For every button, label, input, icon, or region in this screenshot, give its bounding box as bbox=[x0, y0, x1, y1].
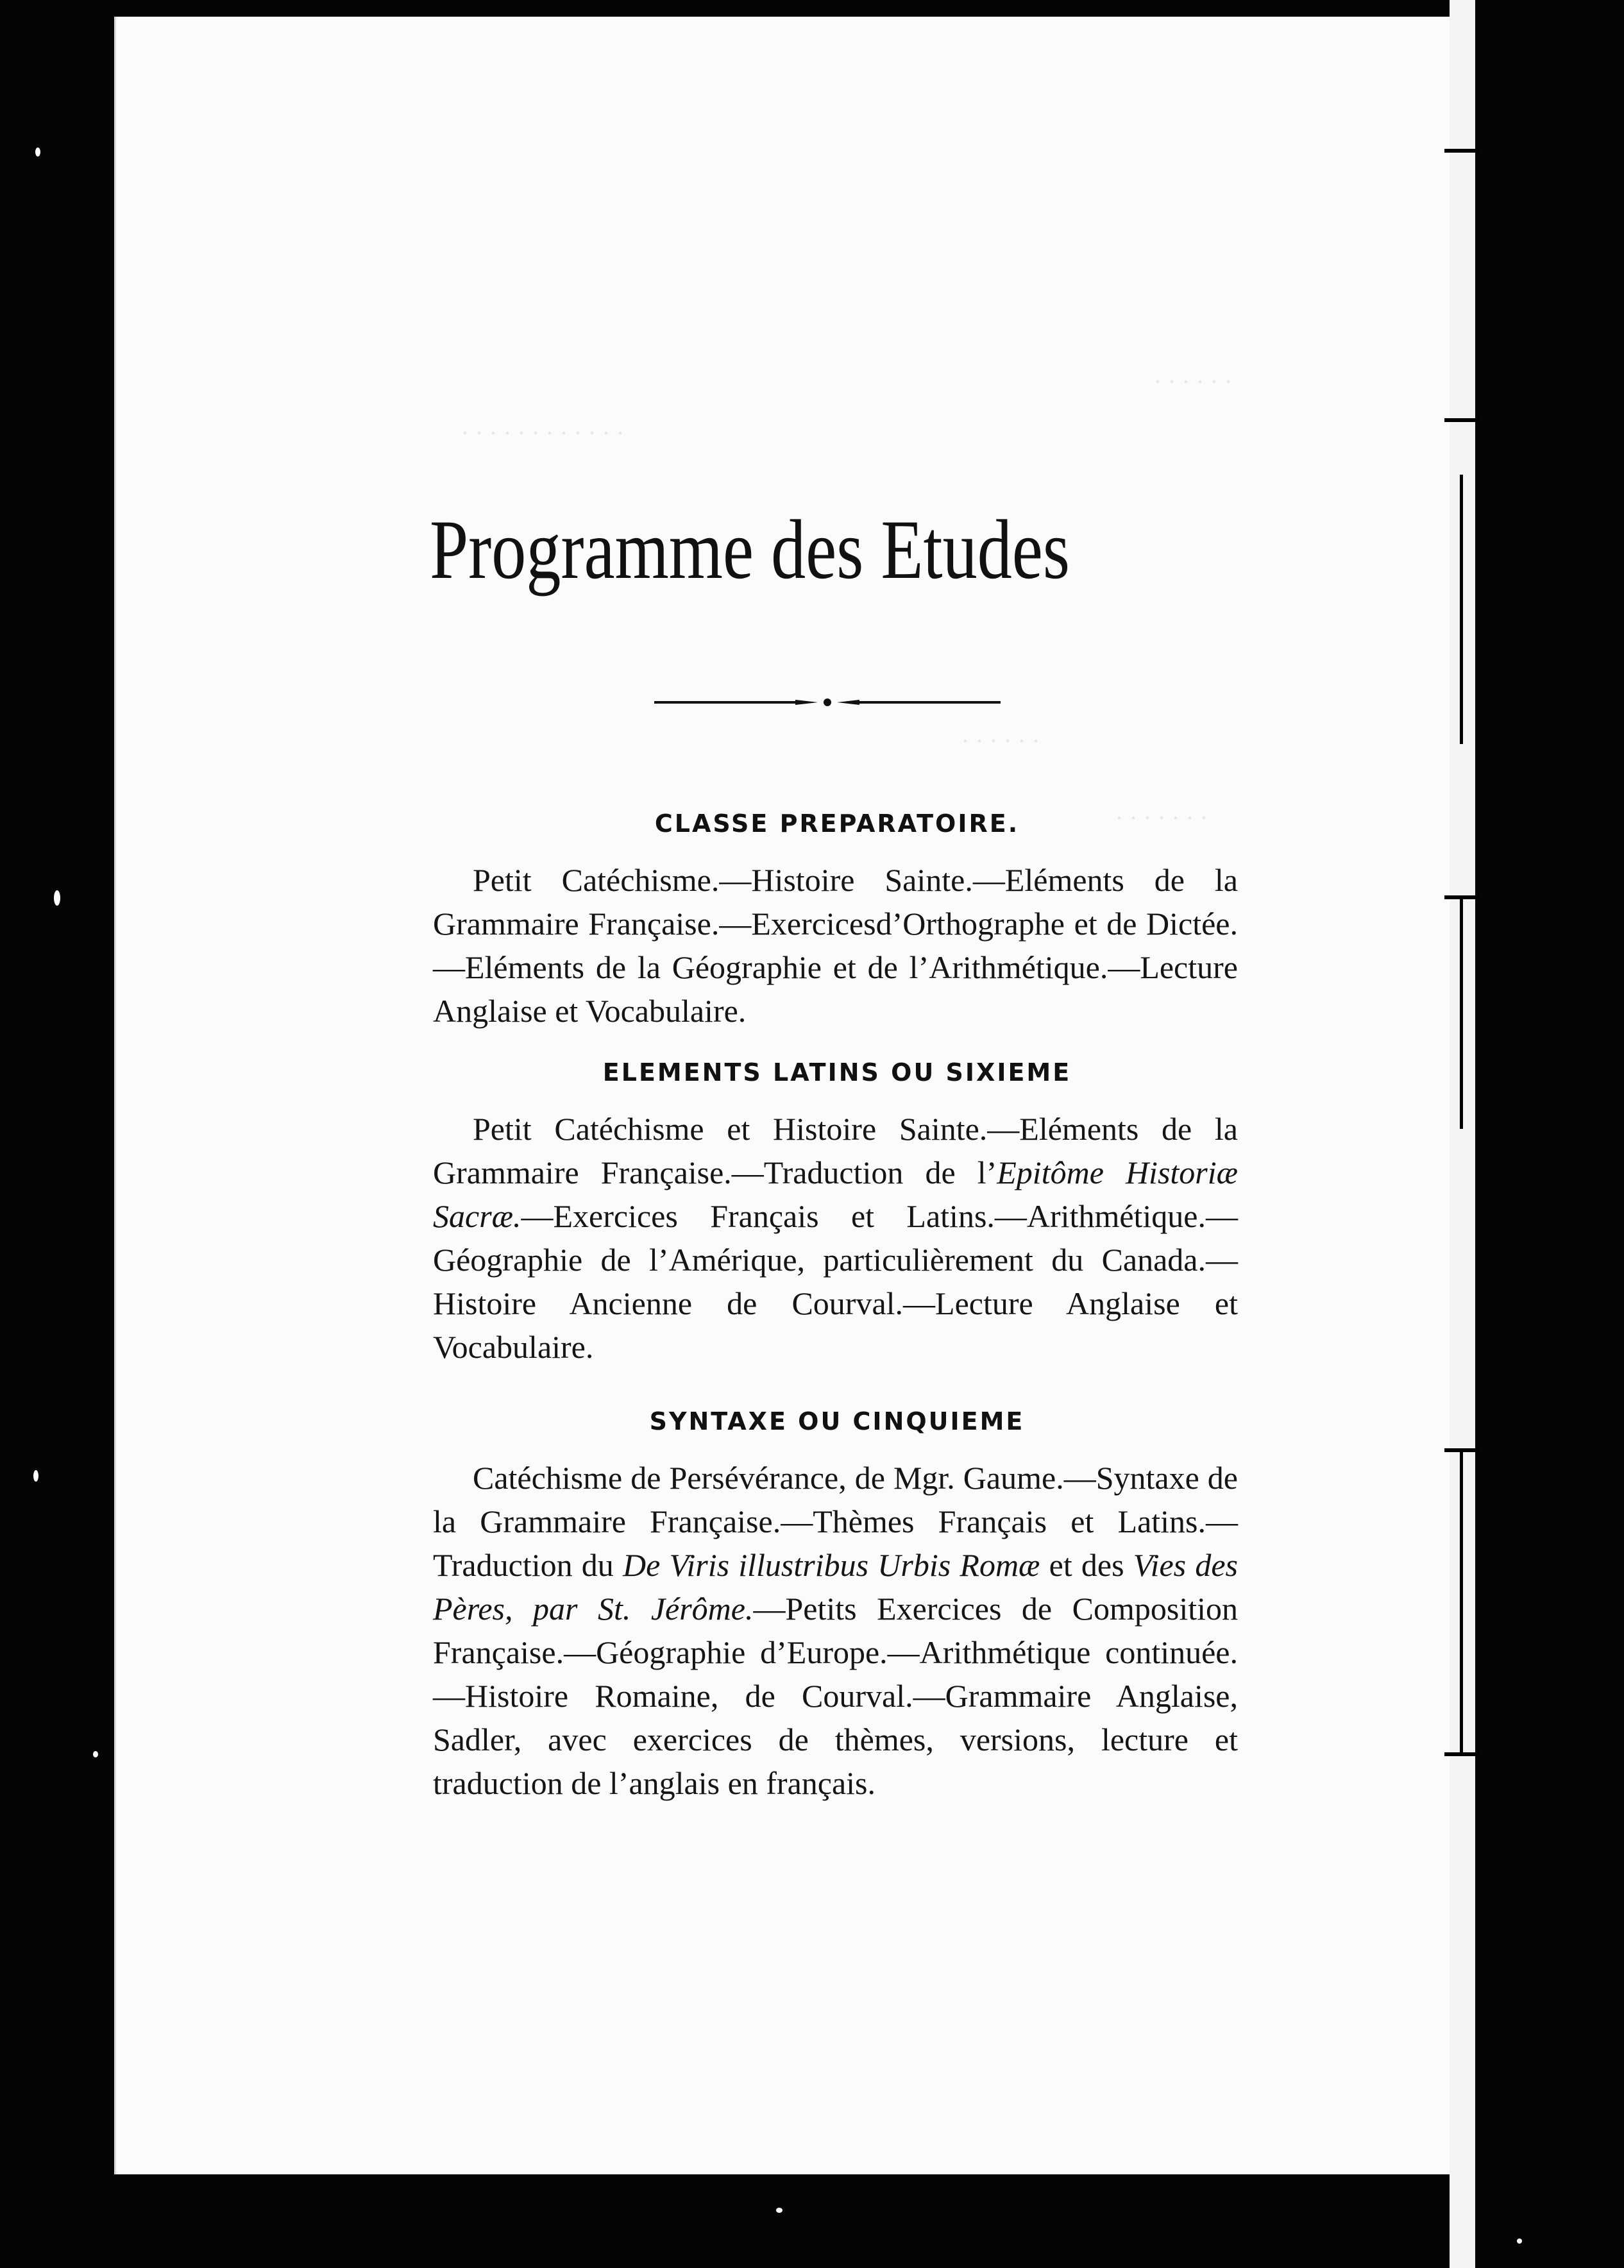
bleed-through-text: . . . . . . . bbox=[1116, 796, 1208, 825]
scan-speck bbox=[1517, 2238, 1522, 2244]
italic-title: De Viris illustribus Urbis Romæ bbox=[623, 1547, 1040, 1583]
section-paragraph bbox=[433, 1456, 1238, 1805]
paragraph-text: et des bbox=[1040, 1547, 1133, 1583]
scan-speck bbox=[35, 148, 40, 157]
scan-speck bbox=[54, 890, 60, 906]
paragraph-text: Catéchisme de Persévérance, de Mgr. Gaume.—Syntaxe de la Grammaire Française.—Thèmes Français et Latins.—Traduction du bbox=[433, 1460, 1238, 1583]
bleed-through-text: . . . . . . bbox=[962, 719, 1040, 748]
italic-title: Epitôme Historiæ Sacræ. bbox=[433, 1155, 1238, 1234]
document-page bbox=[114, 17, 1451, 2174]
paragraph-text: —Petits Exercices de Composition Française.—Géographie d’Europe.—Arithmétique continuée.—Histoire Romaine, de Courval.—Grammaire Anglaise, Sadler, avec exercices de thèmes, versions, lecture et traduction de l’anglais en français. bbox=[433, 1591, 1238, 1801]
section-heading: ELEMENTS LATINS OU SIXIEME bbox=[602, 1058, 1072, 1087]
scan-speck bbox=[93, 1751, 98, 1757]
italic-title: Vies des Pères, par St. Jérôme. bbox=[433, 1547, 1238, 1627]
binding-mark bbox=[1444, 418, 1479, 422]
page-title: Programme des Etudes bbox=[430, 502, 1070, 597]
bleed-through-text: . . . . . . . . . . . . bbox=[462, 411, 624, 440]
paragraph-text: Petit Catéchisme et Histoire Sainte.—Eléments de la Grammaire Française.—Traduction de l’ bbox=[433, 1111, 1238, 1190]
ornament-divider bbox=[654, 693, 1001, 712]
scan-speck bbox=[776, 2208, 782, 2213]
binding-line bbox=[1460, 898, 1463, 1129]
bleed-through-text: . . . . . . bbox=[1155, 360, 1232, 389]
binding-line bbox=[1460, 475, 1463, 744]
binding-line bbox=[1460, 1451, 1463, 1752]
section-paragraph bbox=[433, 1107, 1238, 1369]
section-heading: SYNTAXE OU CINQUIEME bbox=[649, 1407, 1025, 1435]
binding-strip bbox=[1450, 0, 1475, 2268]
paragraph-text: —Exercices Français et Latins.—Arithmétique.—Géographie de l’Amérique, particulièrement du Canada.—Histoire Ancienne de Courval.—Lecture Anglaise et Vocabulaire. bbox=[433, 1198, 1238, 1365]
binding-mark bbox=[1444, 149, 1479, 153]
section-heading: CLASSE PREPARATOIRE. bbox=[654, 809, 1020, 838]
scan-speck bbox=[33, 1470, 38, 1482]
binding-mark bbox=[1444, 1752, 1479, 1756]
section-paragraph: Petit Catéchisme.—Histoire Sainte.—Eléments de la Grammaire Française.—Exercicesd’Orthographe et de Dictée.—Eléments de la Géographie et de l’Arithmétique.—Lecture Anglaise et Vocabulaire. bbox=[433, 862, 1238, 1029]
